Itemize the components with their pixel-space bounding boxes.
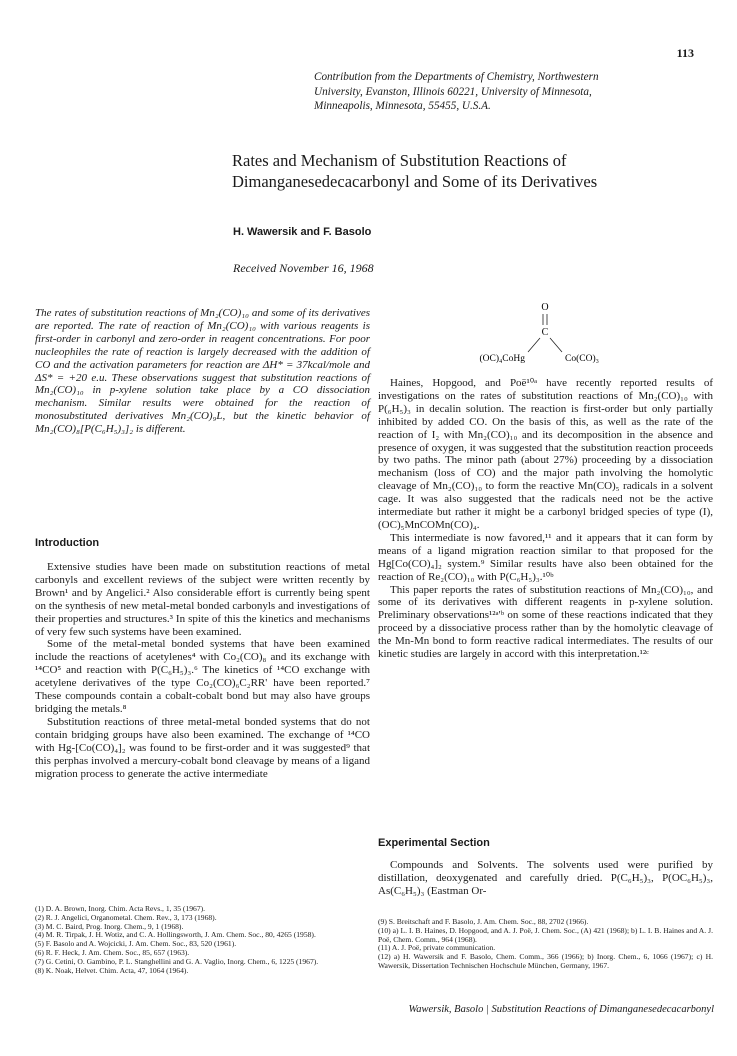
title-line: Rates and Mechanism of Substitution Reactions of [232,151,567,170]
chemical-structure [378,297,713,367]
structure-carbon: C [541,327,549,338]
reference-item: (1) D. A. Brown, Inorg. Chim. Acta Revs., 1, 35 (1967). [35,904,206,913]
reference-item: (9) S. Breitschaft and F. Basolo, J. Am. Chem. Soc., 88, 2702 (1966). [378,917,589,926]
experimental-paragraph: Compounds and Solvents. The solvents used were purified by distillation, deoxygenated and carefully dried. P(C₆H₅)₃, P(OC₆H₅)₃, As(C₆H₅)₃ (Eastman Or- [378,859,713,897]
received-date: Received November 16, 1968 [233,261,374,275]
references-right [378,918,713,971]
structure-right-group: Co(CO)₃ [565,354,599,364]
reference-item: (4) M. R. Tirpak, J. H. Wotiz, and C. A. Hollingsworth, J. Am. Chem. Soc., 80, 4265 (1958). [35,930,316,940]
intro-paragraph: Extensive studies have been made on substitution reactions of metal carbonyls and excellent reviews of the subject were written recently by Brown¹ and by Angelici.² Also considerable effort is currently being spent on the synthesis of new metal-metal bonded carbonyls and investigations of their properties and structures.³ In spite of this the kinetics and mechanisms of very few such systems have been examined. [35,561,370,638]
right-paragraph: Haines, Hopgood, and Poë¹⁰ᵃ have recently reported results of investigations on the rates of substitution reactions of Mn₂(CO)₁₀ with P(₆H₅)₃ in decalin solution. The reaction is first-order but only partially inhibited by added CO. On the basis of this, as well as the rate of the reaction of I₂ with Mn₂(CO)₁₀ and its decomposition in the absence and presence of oxygen, it was suggested that the substitution reaction proceeds by two paths. The minor path (about 27%) proceeding by a dissociation mechanism (loss of CO) and the major path involving the homolytic cleavage of Mn₂(CO)₁₀ to form the reactive Mn(CO)₅ radicals in a solvent cage. It was also suggested that the radicals need not be the active intermediate but rather it might be a carbonyl bridged species of type (I), (OC)₅MnCOMn(CO)₄. [378,377,713,531]
reference-item: (2) R. J. Angelici, Organometal. Chem. Rev., 3, 173 (1968). [35,912,217,922]
reference-item: (8) K. Noak, Helvet. Chim. Acta, 47, 1064 (1964). [35,965,189,975]
reference-item: (11) A. J. Poë, private communication. [378,943,496,953]
affiliation-line: Contribution from the Departments of Chemistry, Northwestern [314,71,599,83]
reference-item: (5) F. Basolo and A. Wojcicki, J. Am. Chem. Soc., 83, 520 (1961). [35,939,237,949]
intro-paragraph: Some of the metal-metal bonded systems that have been examined include the reactions of acetylenes⁴ with Co₂(CO)₈ and its exchange with ¹⁴CO⁵ and reaction with P(C₆H₅)₃.⁶ The kinetics of ¹⁴CO exchange with acetylene derivatives of the type Co₂(CO)₆C₂RR' have been reported.⁷ These compounds contain a cobalt-cobalt bond but may also have groups bridging the metals.⁸ [35,638,370,715]
introduction-body [35,561,370,780]
discussion-body [378,377,713,661]
abstract-text: The rates of substitution reactions of Mn₂(CO)₁₀ and some of its derivatives are reported. The rate of reaction of Mn₂(CO)₁₀ with various reagents is first-order in carbonyl and zero-order in reagent concentrations. For poor nucleophiles the rate of reaction is largely decreased with the addition of CO and the activation parameters for reaction are ΔH* = 37kcal/mole and ΔS* = +20 e.u. These observations suggest that substitution reactions of Mn₂(CO)₁₀ in p-xylene solution take place by a CO dissociation mechanism. Similar results were obtained for the reaction of monosubstituted derivatives Mn₂(CO)₉L, but the kinetic behavior of Mn₂(CO)₈[P(C₆H₅)₃]₂ is different. [35,307,370,436]
intro-paragraph: Substitution reactions of three metal-metal bonded systems that do not contain bridging groups have also been examined. The exchange of ¹⁴CO with Hg-[Co(CO)₄]₂ was found to be first-order and it was suggested⁹ that this perphas involved a mercury-cobalt bond cleavage by means of a ligand migration process to generate the active intermediate [35,715,370,780]
structure-left-group: (OC)₄CoHg [479,354,525,364]
affiliation-line: University, Evanston, Illinois 60221, University of Minnesota, [314,85,592,98]
page-number: 113 [676,46,694,60]
reference-item: (7) G. Cetini, O. Gambino, P. L. Stanghellini and G. A. Vaglio, Inorg. Chem., 6, 1225 (1967). [35,956,319,966]
bond-left [528,338,540,352]
introduction-heading: Introduction [35,537,100,549]
experimental-heading: Experimental Section [378,837,490,849]
reference-item: (10) a) L. I. B. Haines, D. Hopgood, and A. J. Poë, J. Chem. Soc., (A) 421 (1968); b) L. I. B. Haines and A. J. Poë, Chem. Comm., 964 (1968). [378,925,713,944]
structure-diagram [378,297,713,367]
authors: H. Wawersik and F. Basolo [233,226,372,238]
abstract [35,307,370,436]
paper-title [232,150,712,192]
affiliation-line: Minneapolis, Minnesota, 55455, U.S.A. [314,100,491,112]
reference-item: (12) a) H. Wawersik and F. Basolo, Chem. Comm., 366 (1966); b) Inorg. Chem., 6, 1066 (1967); c) H. Wawersik, Dissertation Technischen Hochschule München, Germany, 1967. [378,952,713,970]
bond-right [550,338,562,352]
affiliation [314,70,714,114]
references-left [35,905,370,975]
structure-oxygen: O [541,302,549,313]
right-paragraph: This paper reports the rates of substitution reactions of Mn₂(CO)₁₀, and some of its derivatives with different reagents in p-xylene solution. Preliminary observations¹²ᵃ'ᵇ on some of these reactions indicated that they proceed by a dissociative process rather than by the homolytic cleavage of the Mn-Mn bond to form reactive radical intermediates. The results of our kinetic studies are largely in accord with this interpretation.¹²ᶜ [378,583,713,661]
reference-item: (6) R. F. Heck, J. Am. Chem. Soc., 85, 657 (1963). [35,947,190,957]
right-paragraph: This intermediate is now favored,¹¹ and it appears that it can form by means of a ligand migration reaction similar to that proposed for the Hg[Co(CO)₄]₂ system.⁹ Similar results have also been obtained for the reaction of Re₂(CO)₁₀ with P(C₆H₅)₃.¹⁰ᵇ [378,531,713,583]
reference-item: (3) M. C. Baird, Prog. Inorg. Chem., 9, 1 (1968). [35,921,184,931]
running-footer: Wawersik, Basolo | Substitution Reactions of Dimanganesedecacarbonyl [408,1004,714,1015]
experimental-body [378,859,713,898]
title-line: Dimanganesedecacarbonyl and Some of its Derivatives [232,172,598,191]
